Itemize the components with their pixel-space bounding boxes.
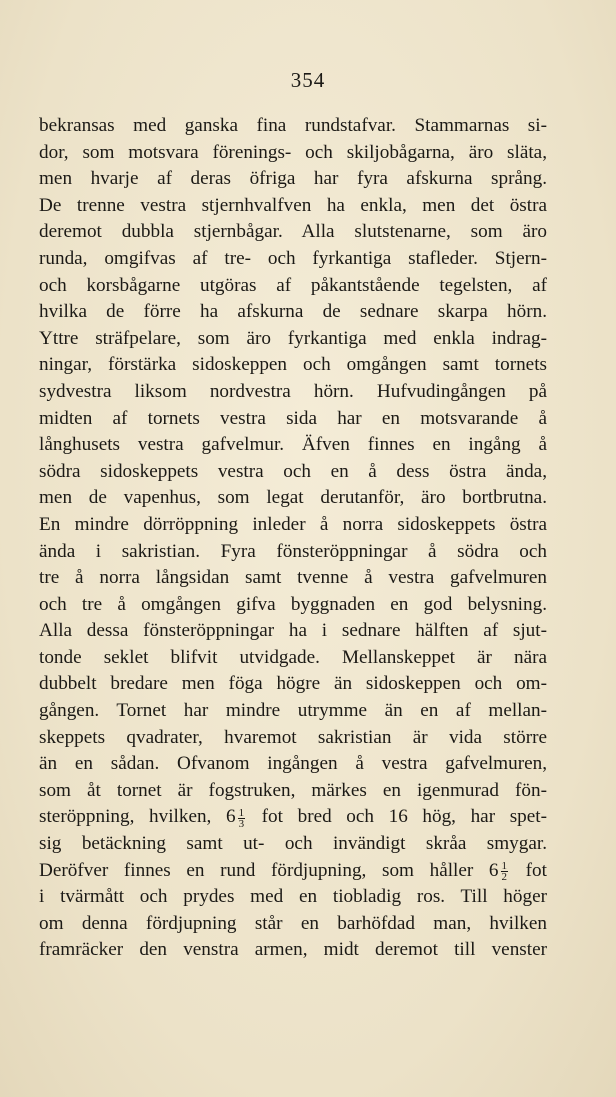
text-line: som åt tornet är fogstruken, märkes en igenmurad fön- <box>39 779 547 801</box>
text-line: framräcker den venstra armen, midt deremot till venster <box>39 939 547 961</box>
text-line: Alla dessa fönsteröppningar ha i sednare hälften af sjut- <box>39 620 547 642</box>
text-line: sig betäckning samt ut- och invändigt skråa smygar. <box>39 833 547 855</box>
text-segment: steröppning, hvilken, 6 <box>39 806 236 828</box>
text-line: om denna fördjupning står en barhöfdad man, hvilken <box>39 912 547 934</box>
text-line: skeppets qvadrater, hvaremot sakristian är vida större <box>39 726 547 748</box>
fraction-denominator: 3 <box>238 817 245 830</box>
text-line: En mindre dörröppning inleder å norra sidoskeppets östra <box>39 513 547 535</box>
text-line: och korsbågarne utgöras af påkantstående tegelsten, af <box>39 274 547 296</box>
fraction-numerator: 1 <box>238 806 245 819</box>
text-line: men hvarje af deras öfriga har fyra afskurna språng. <box>39 168 547 190</box>
text-line: dubbelt bredare men föga högre än sidoskeppen och om- <box>39 673 547 695</box>
page-number: 354 <box>290 68 326 92</box>
text-line: ända i sakristian. Fyra fönsteröppningar å södra och <box>39 540 547 562</box>
fraction-denominator: 2 <box>501 870 508 883</box>
text-line: bekransas med ganska fina rundstafvar. Stammarnas si- <box>39 115 547 136</box>
text-line: långhusets vestra gafvelmur. Äfven finnes en ingång å <box>39 434 547 456</box>
text-segment: Deröfver finnes en rund fördjupning, som håller 6 <box>39 859 499 881</box>
text-line: deremot dubbla stjernbågar. Alla slutstenarne, som äro <box>39 221 547 243</box>
fraction-numerator: 1 <box>501 859 508 872</box>
text-line: Yttre sträfpelare, som äro fyrkantiga med enkla indrag- <box>39 327 547 349</box>
text-line: än en sådan. Ofvanom ingången å vestra gafvelmuren, <box>39 753 547 775</box>
text-line: De trenne vestra stjernhvalfven ha enkla, men det östra <box>39 194 547 216</box>
text-line: södra sidoskeppets vestra och en å dess östra ända, <box>39 460 547 482</box>
text-line: runda, omgifvas af tre- och fyrkantiga stafleder. Stjern- <box>39 247 547 269</box>
text-line: midten af tornets vestra sida har en motsvarande å <box>39 407 547 429</box>
body-text <box>39 113 547 964</box>
text-line: i tvärmått och prydes med en tiobladig ros. Till höger <box>39 886 547 908</box>
text-line-with-fraction <box>39 804 547 831</box>
text-line: sydvestra liksom nordvestra hörn. Hufvudingången på <box>39 380 547 402</box>
text-segment: fot <box>525 859 547 881</box>
text-line: och tre å omgången gifva byggnaden en god belysning. <box>39 593 547 615</box>
text-line: gången. Tornet har mindre utrymme än en af mellan- <box>39 700 547 722</box>
text-line-with-fraction <box>39 858 547 885</box>
fraction <box>501 861 509 882</box>
text-line: ningar, förstärka sidoskeppen och omgången samt tornets <box>39 354 547 376</box>
text-segment: fot bred och 16 hög, har spet- <box>261 806 547 828</box>
fraction <box>238 808 246 829</box>
text-line: dor, som motsvara förenings- och skiljobågarna, äro släta, <box>39 141 547 163</box>
text-line: tonde seklet blifvit utvidgade. Mellanskeppet är nära <box>39 646 547 668</box>
text-line: hvilka de förre ha afskurna de sednare skarpa hörn. <box>39 301 547 323</box>
text-line: tre å norra långsidan samt tvenne å vestra gafvelmuren <box>39 567 547 589</box>
text-line: men de vapenhus, som legat derutanför, äro bortbrutna. <box>39 487 547 509</box>
